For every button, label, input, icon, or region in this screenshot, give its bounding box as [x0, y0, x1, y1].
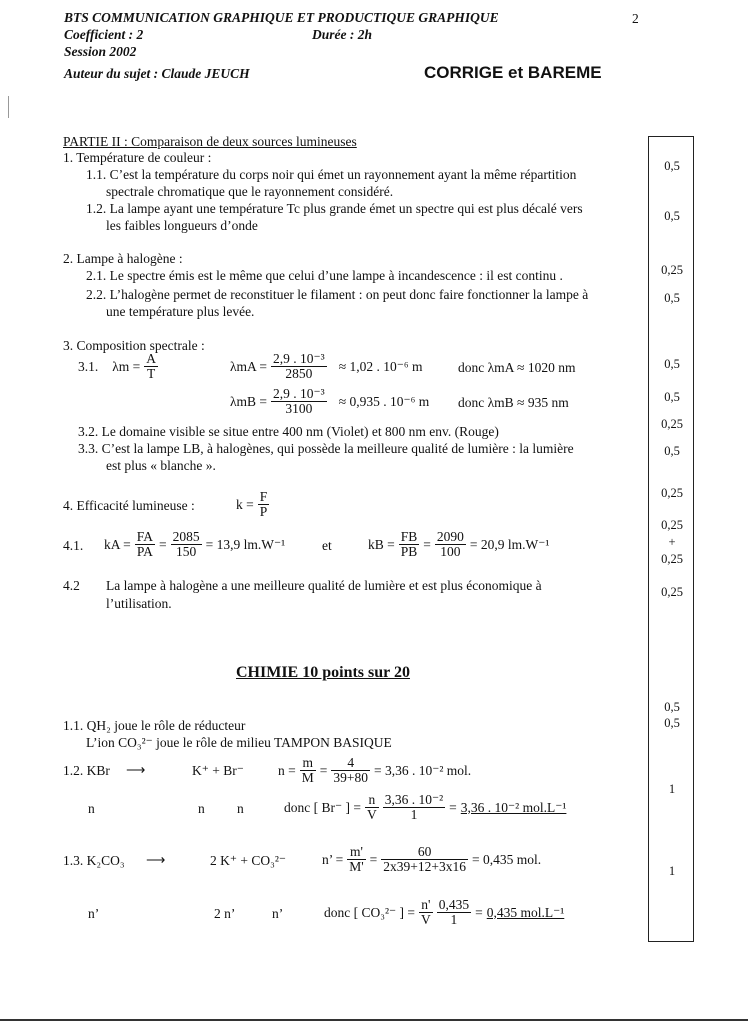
fraction-den: 2x39+12+3x16 — [383, 859, 467, 874]
author: Auteur du sujet : Claude JEUCH — [64, 66, 250, 81]
score: 0,25 — [661, 417, 683, 431]
c1-1-line2: L’ion CO₃²⁻ joue le rôle de milieu TAMPON BASIQUE — [86, 735, 392, 750]
fraction-num: n' — [419, 898, 433, 913]
q4-1-label: 4.1. — [63, 538, 84, 553]
q1-1-line2: spectrale chromatique que le rayonnement considéré. — [106, 184, 394, 199]
kb-result: = 20,9 lm.W⁻¹ — [469, 536, 550, 552]
fraction-num: m — [300, 756, 316, 771]
fraction-den: P — [259, 504, 268, 519]
fraction-a-t — [144, 352, 158, 381]
ka-formula — [104, 530, 285, 559]
kbr-n3: n — [237, 801, 244, 816]
k2co3-np1: n’ — [88, 906, 100, 921]
c1-1-line1: 1.1. QH₂ joue le rôle de réducteur — [63, 718, 246, 733]
fraction-num: 60 — [381, 845, 468, 860]
fraction-fa-pa — [135, 530, 155, 559]
fraction-2090-100 — [435, 530, 466, 559]
n-eq: n = — [278, 762, 296, 778]
lambda-mb-result: ≈ 0,935 . 10⁻⁶ m — [338, 393, 430, 409]
fraction-den: V — [420, 912, 431, 927]
q1-2-line1: 1.2. La lampe ayant une température Tc plus grande émet un spectre qui est plus décalé vers — [86, 201, 583, 216]
br-result: 3,36 . 10⁻² mol.L⁻¹ — [460, 799, 567, 815]
q4-2-label: 4.2 — [63, 578, 80, 593]
score: 0,25 — [661, 486, 683, 500]
q3-3-line1: 3.3. C’est la lampe LB, à halogènes, qui possède la meilleure qualité de lumière : la lumière — [78, 441, 574, 456]
q4-2-line1: La lampe à halogène a une meilleure qualité de lumière et est plus économique à — [106, 578, 542, 593]
fraction-den: 2850 — [285, 366, 313, 381]
score: 0,5 — [664, 159, 680, 173]
fraction-den: 1 — [450, 912, 458, 927]
k2co3-2np: 2 n’ — [214, 906, 236, 921]
q3-2: 3.2. Le domaine visible se situe entre 400 nm (Violet) et 800 nm env. (Rouge) — [78, 424, 499, 439]
k2co3-arrow: ⟶ — [146, 852, 166, 867]
c1-2-label: 1.2. KBr — [63, 763, 110, 778]
score: + — [668, 535, 676, 549]
score: 0,5 — [664, 700, 680, 714]
fraction-num: A — [146, 351, 157, 366]
br-concentration — [284, 793, 566, 822]
partie2-title: PARTIE II : Comparaison de deux sources lumineuses — [63, 134, 357, 149]
fraction-mp-Mp — [347, 845, 365, 874]
q3-1-label: 3.1. — [78, 358, 99, 374]
fraction-num: 2,9 . 10⁻³ — [273, 351, 325, 366]
lambda-ma-result: ≈ 1,02 . 10⁻⁶ m — [338, 358, 423, 374]
lambda-m: λm = — [112, 358, 141, 374]
equals: = — [369, 851, 378, 867]
fraction-num: 2085 — [172, 529, 200, 544]
q2-2-line1: 2.2. L’halogène permet de reconstituer le filament : on peut donc faire fonctionner la lampe à — [86, 287, 589, 302]
q4-heading: 4. Efficacité lumineuse : — [63, 498, 195, 513]
exam-title: BTS COMMUNICATION GRAPHIQUE ET PRODUCTIQUE GRAPHIQUE — [64, 10, 499, 25]
kbr-n-formula — [278, 756, 471, 785]
fraction-den: 1 — [410, 807, 418, 822]
fraction-m-M — [300, 756, 316, 785]
fraction-num: FA — [136, 529, 154, 544]
score: 0,5 — [664, 716, 680, 730]
fraction-num: 4 — [331, 756, 370, 771]
page-number: 2 — [632, 11, 639, 26]
fraction-den: 3100 — [285, 401, 313, 416]
fraction-336-1 — [383, 793, 445, 822]
c1-3-label: 1.3. K₂CO₃ — [63, 853, 125, 868]
fraction-np-V — [419, 898, 433, 927]
fraction-60-mass — [381, 845, 468, 874]
kb-formula — [368, 530, 549, 559]
fraction-num: 2090 — [436, 529, 464, 544]
coefficient: Coefficient : 2 — [64, 27, 144, 42]
score: 0,25 — [661, 518, 683, 532]
k2co3-result: = 0,435 mol. — [472, 851, 542, 867]
k2co3-n-formula — [322, 845, 541, 874]
equals: = — [475, 904, 483, 920]
kbr-result: = 3,36 . 10⁻² mol. — [374, 762, 472, 778]
kbr-n1: n — [88, 801, 95, 816]
fraction-den: M — [301, 770, 314, 785]
kb: kB = — [368, 536, 395, 552]
fraction-2085-150 — [171, 530, 202, 559]
k2co3-np2: n’ — [272, 906, 284, 921]
session: Session 2002 — [64, 44, 137, 59]
fraction-num: 0,435 — [438, 897, 470, 912]
score: 0,25 — [661, 552, 683, 566]
fraction-den: T — [147, 366, 156, 381]
q2-heading: 2. Lampe à halogène : — [63, 251, 183, 266]
co3-concentration — [324, 898, 564, 927]
fraction-fb-pb — [399, 530, 420, 559]
fraction-num: F — [259, 489, 268, 504]
fraction-4-3980 — [331, 756, 370, 785]
duree: Durée : 2h — [312, 27, 372, 42]
fraction-den: PB — [400, 544, 418, 559]
bottom-rule — [0, 1019, 748, 1021]
fraction-den: V — [366, 807, 377, 822]
fraction-ma — [271, 352, 327, 381]
score: 0,5 — [664, 291, 680, 305]
donc-br: donc [ Br⁻ ] = — [284, 799, 361, 815]
fraction-f-p — [258, 490, 270, 519]
ka: kA = — [104, 536, 131, 552]
lambda-mb: λmB = — [230, 393, 268, 409]
score: 0,5 — [664, 444, 680, 458]
q2-1: 2.1. Le spectre émis est le même que celui d’une lampe à incandescence : il est continu . — [86, 268, 563, 283]
margin-mark — [8, 96, 9, 118]
corrige-title: CORRIGE et BAREME — [424, 63, 602, 82]
fraction-den: 150 — [176, 544, 197, 559]
fraction-num: n — [365, 793, 379, 808]
q1-1-line1: 1.1. C’est la température du corps noir qui émet un rayonnement ayant la même répartition — [86, 167, 577, 182]
lambda-ma-donc: donc λmA ≈ 1020 nm — [458, 360, 576, 375]
k-eq: k = — [236, 496, 254, 512]
q1-2-line2: les faibles longueurs d’onde — [106, 218, 258, 233]
score: 0,5 — [664, 357, 680, 371]
nprime-eq: n’ = — [322, 851, 344, 867]
q2-2-line2: une température plus levée. — [106, 304, 255, 319]
fraction-0435-1 — [437, 898, 471, 927]
fraction-num: m' — [347, 845, 365, 860]
fraction-den: PA — [136, 544, 153, 559]
lambda-ma: λmA = — [230, 358, 268, 374]
equals: = — [319, 762, 328, 778]
lambda-mb-donc: donc λmB ≈ 935 nm — [458, 395, 569, 410]
fraction-num: 3,36 . 10⁻² — [384, 792, 444, 807]
score: 1 — [668, 864, 676, 878]
fraction-num: FB — [400, 529, 418, 544]
q4-2-line2: l’utilisation. — [106, 596, 172, 611]
ka-result: = 13,9 lm.W⁻¹ — [205, 536, 286, 552]
fraction-den: M' — [349, 859, 364, 874]
fraction-den: 39+80 — [333, 770, 369, 785]
score: 0,25 — [661, 585, 683, 599]
score: 1 — [668, 782, 676, 796]
q3-1-formula — [78, 352, 158, 381]
score: 0,5 — [664, 209, 680, 223]
donc-co3: donc [ CO₃²⁻ ] = — [324, 904, 415, 920]
equals: = — [159, 536, 167, 552]
kbr-products: K⁺ + Br⁻ — [192, 763, 244, 778]
fraction-n-V — [365, 793, 379, 822]
q1-heading: 1. Température de couleur : — [63, 150, 212, 165]
score: 0,5 — [664, 390, 680, 404]
lambda-ma-formula — [230, 352, 422, 381]
k-formula — [236, 490, 269, 519]
lambda-mb-formula — [230, 387, 429, 416]
fraction-mb — [271, 387, 327, 416]
q3-3-line2: est plus « blanche ». — [106, 458, 216, 473]
fraction-num: 2,9 . 10⁻³ — [273, 386, 325, 401]
kbr-arrow: ⟶ — [126, 762, 146, 777]
score: 0,25 — [661, 263, 683, 277]
et: et — [322, 538, 332, 553]
equals: = — [449, 799, 457, 815]
q3-heading: 3. Composition spectrale : — [63, 338, 205, 353]
fraction-den: 100 — [440, 544, 461, 559]
chimie-title: CHIMIE 10 points sur 20 — [236, 664, 410, 681]
co3-result: 0,435 mol.L⁻¹ — [486, 904, 565, 920]
kbr-n2: n — [198, 801, 205, 816]
equals: = — [423, 536, 431, 552]
k2co3-products: 2 K⁺ + CO₃²⁻ — [210, 853, 286, 868]
